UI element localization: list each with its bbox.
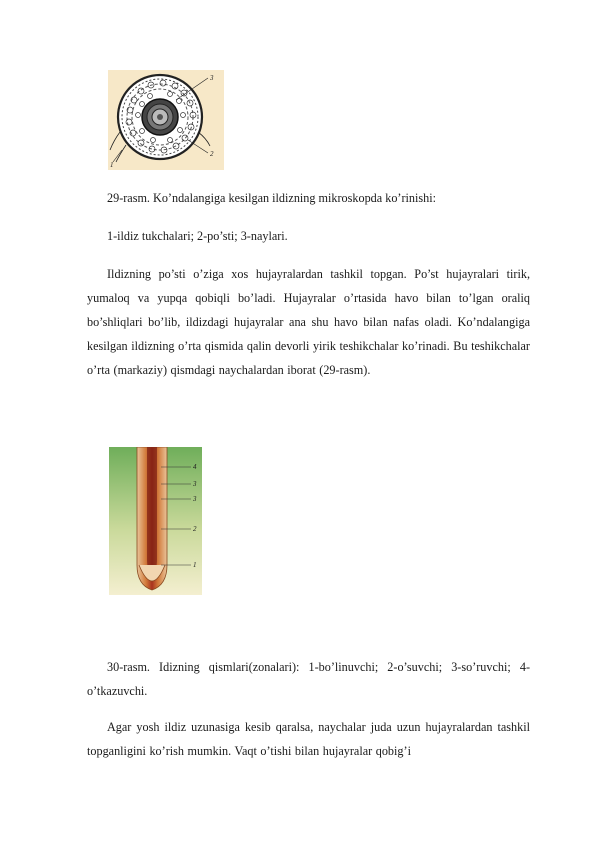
figure2-label-1: 1 xyxy=(193,561,197,569)
root-cross-section-figure xyxy=(108,70,224,170)
figure1-legend: 1-ildiz tukchalari; 2-po’sti; 3-naylari. xyxy=(107,229,288,243)
central-cylinder xyxy=(142,99,178,135)
paragraph-root-cortex: Ildizning po’sti o’ziga xos hujayralardan tashkil topgan. Po’st hujayralari tirik, yumaloq va yupqa qobiqli bo’ladi. Hujayralar o’rtasida havo bilan to’lgan oraliq bo’shliqlari bo’lib, ildizdagi hujayralar ana shu havo bilan nafas oladi. Ko’ndalangiga kesilgan ildizning o’rta qismida qalin devorli yirik teshikchalar ko’rinadi. Bu teshikchalar o’rta (markaziy) qismdagi naychalardan iborat (29-rasm). xyxy=(87,267,530,377)
figure2-label-3b: 3 xyxy=(193,495,197,503)
figure2-label-4: 4 xyxy=(193,463,197,471)
figure2-label-3a: 3 xyxy=(193,480,197,488)
figure1-label-2: 2 xyxy=(210,150,214,158)
figure2-label-2: 2 xyxy=(193,525,197,533)
paragraph-root-longitudinal: Agar yosh ildiz uzunasiga kesib qaralsa, naychalar juda uzun hujayralardan tashkil topganligini ko’rish mumkin. Vaqt o’tishi bilan hujayralar qobig’i xyxy=(87,720,530,758)
figure1-label-1: 1 xyxy=(110,161,114,169)
root-vascular-core xyxy=(147,447,157,575)
figure1-caption: 29-rasm. Ko’ndalangiga kesilgan ildizning mikroskopda ko’rinishi: xyxy=(107,191,437,205)
root-zones-figure xyxy=(109,447,202,595)
figure2-caption: 30-rasm. Idizning qismlari(zonalari): 1-bo’linuvchi; 2-o’suvchi; 3-so’ruvchi; 4-o’tkazuvchi. xyxy=(87,660,530,698)
figure1-label-3: 3 xyxy=(210,74,214,82)
